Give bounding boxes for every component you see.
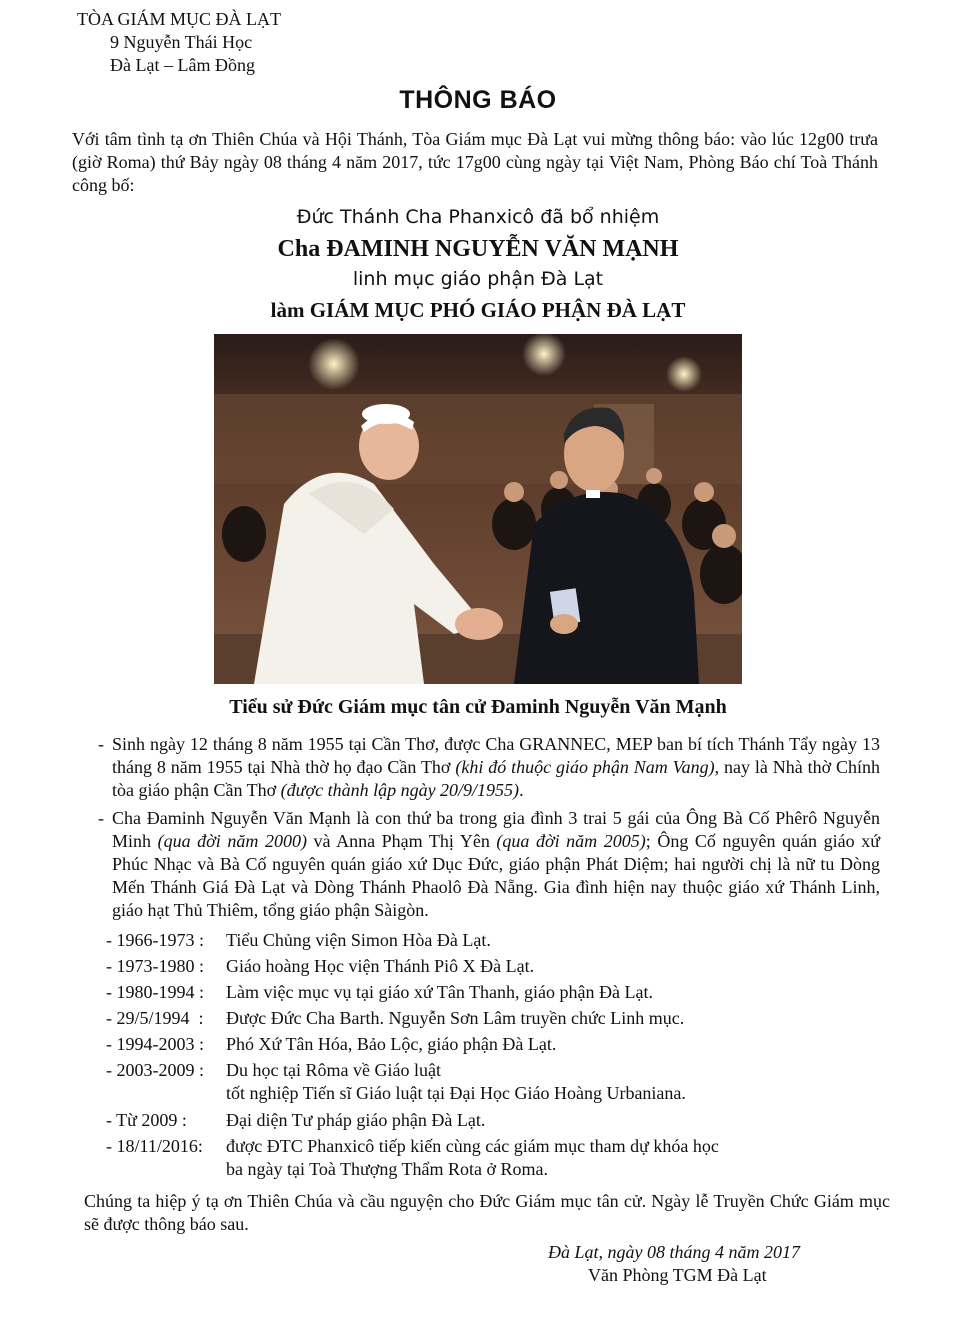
bio-p1-text-c: . xyxy=(519,780,524,800)
timeline-date: - Từ 2009 : xyxy=(106,1110,187,1130)
timeline-desc: Được Đức Cha Barth. Nguyễn Sơn Lâm truyền chức Linh mục. xyxy=(226,1008,685,1028)
timeline-desc: Làm việc mục vụ tại giáo xứ Tân Thanh, giáo phận Đà Lạt. xyxy=(226,982,653,1002)
announcement-line-1: Đức Thánh Cha Phanxicô đã bổ nhiệm xyxy=(296,206,660,228)
timeline-date: - 18/11/2016: xyxy=(106,1136,203,1156)
bio-p1-italic-b: (được thành lập ngày 20/9/1955) xyxy=(280,780,520,800)
photo-illustration xyxy=(214,334,742,684)
appointment-title: làm GIÁM MỤC PHÓ GIÁO PHẬN ĐÀ LẠT xyxy=(270,298,686,322)
signature-date: Đà Lạt, ngày 08 tháng 4 năm 2017 xyxy=(548,1242,800,1262)
timeline-date: - 1973-1980 : xyxy=(106,956,204,976)
address-line-2: Đà Lạt – Lâm Đồng xyxy=(110,55,255,75)
timeline-desc: Giáo hoàng Học viện Thánh Piô X Đà Lạt. xyxy=(226,956,535,976)
appointee-name: Cha ĐAMINH NGUYỄN VĂN MẠNH xyxy=(277,236,679,262)
bio-p2-text-a: Cha Đaminh Nguyễn Văn Mạnh là con thứ ba trong gia đình 3 trai 5 gái của Ông Bà Cố Phêrô Nguyễn Minh xyxy=(112,808,880,851)
bullet-dash: - xyxy=(98,808,104,828)
timeline-date: - 1980-1994 : xyxy=(106,982,204,1002)
timeline-desc-continued: ba ngày tại Toà Thượng Thẩm Rota ở Roma. xyxy=(226,1159,548,1179)
bio-p1-italic-a: (khi đó thuộc giáo phận Nam Vang) xyxy=(455,757,715,777)
timeline-desc: Đại diện Tư pháp giáo phận Đà Lạt. xyxy=(226,1110,486,1130)
document-title: THÔNG BÁO xyxy=(399,86,557,114)
timeline-desc: được ĐTC Phanxicô tiếp kiến cùng các giám mục tham dự khóa học xyxy=(226,1136,719,1156)
appointee-role: linh mục giáo phận Đà Lạt xyxy=(352,268,604,290)
timeline-desc-continued: tốt nghiệp Tiến sĩ Giáo luật tại Đại Học Giáo Hoàng Urbaniana. xyxy=(226,1083,686,1103)
biography-title: Tiểu sử Đức Giám mục tân cử Đaminh Nguyễn Văn Mạnh xyxy=(229,696,727,718)
bio-p2-italic-a: (qua đời năm 2000) xyxy=(157,831,307,851)
bullet-dash: - xyxy=(98,734,104,754)
timeline-date: - 1966-1973 : xyxy=(106,930,204,950)
bio-p1-text-b: , nay là Nhà thờ Chính tòa giáo phận Cần Thơ xyxy=(112,757,881,800)
bio-paragraph-birth xyxy=(112,733,880,802)
bio-paragraph-family xyxy=(112,807,880,922)
signature-office: Văn Phòng TGM Đà Lạt xyxy=(588,1265,767,1285)
photo-pope-greeting-bishop xyxy=(214,334,742,684)
timeline-desc: Tiểu Chủng viện Simon Hòa Đà Lạt. xyxy=(226,930,491,950)
org-name: TÒA GIÁM MỤC ĐÀ LẠT xyxy=(77,9,281,29)
bio-p2-text-c: ; Ông Cố nguyên quán giáo xứ Phúc Nhạc và Bà Cố nguyên quán giáo xứ Dục Đức, giáo phận Phát Diệm; hai người chị là nữ tu Dòng Mến Thánh Giá Đà Lạt và Dòng Thánh Phaolô Đà Nẵng. Gia đình hiện nay thuộc giáo xứ Thánh Linh, giáo hạt Thủ Thiêm, tổng giáo phận Sàigòn. xyxy=(112,831,880,920)
bio-p2-italic-b: (qua đời năm 2005) xyxy=(496,831,646,851)
address-line-1: 9 Nguyễn Thái Học xyxy=(110,32,253,52)
timeline-desc: Du học tại Rôma về Giáo luật xyxy=(226,1060,441,1080)
intro-paragraph: Với tâm tình tạ ơn Thiên Chúa và Hội Thánh, Tòa Giám mục Đà Lạt vui mừng thông báo: vào lúc 12g00 trưa (giờ Roma) thứ Bảy ngày 08 tháng 4 năm 2017, tức 17g00 cùng ngày tại Việt Nam, Phòng Báo chí Toà Thánh công bố: xyxy=(72,129,878,195)
timeline-date: - 1994-2003 : xyxy=(106,1034,204,1054)
timeline-desc: Phó Xứ Tân Hóa, Bảo Lộc, giáo phận Đà Lạt. xyxy=(226,1034,557,1054)
closing-paragraph: Chúng ta hiệp ý tạ ơn Thiên Chúa và cầu nguyện cho Đức Giám mục tân cử. Ngày lễ Truyền Chức Giám mục sẽ được thông báo sau. xyxy=(84,1191,890,1234)
bio-p2-text-b: và Anna Phạm Thị Yên xyxy=(306,831,497,851)
timeline-date: - 2003-2009 : xyxy=(106,1060,204,1080)
bio-p1-text-a: Sinh ngày 12 tháng 8 năm 1955 tại Cần Thơ, được Cha GRANNEC, MEP ban bí tích Thánh Tẩy ngày 13 tháng 8 năm 1955 tại Nhà thờ họ đạo Cần Thơ xyxy=(112,734,880,777)
timeline-date: - 29/5/1994 : xyxy=(106,1008,204,1028)
